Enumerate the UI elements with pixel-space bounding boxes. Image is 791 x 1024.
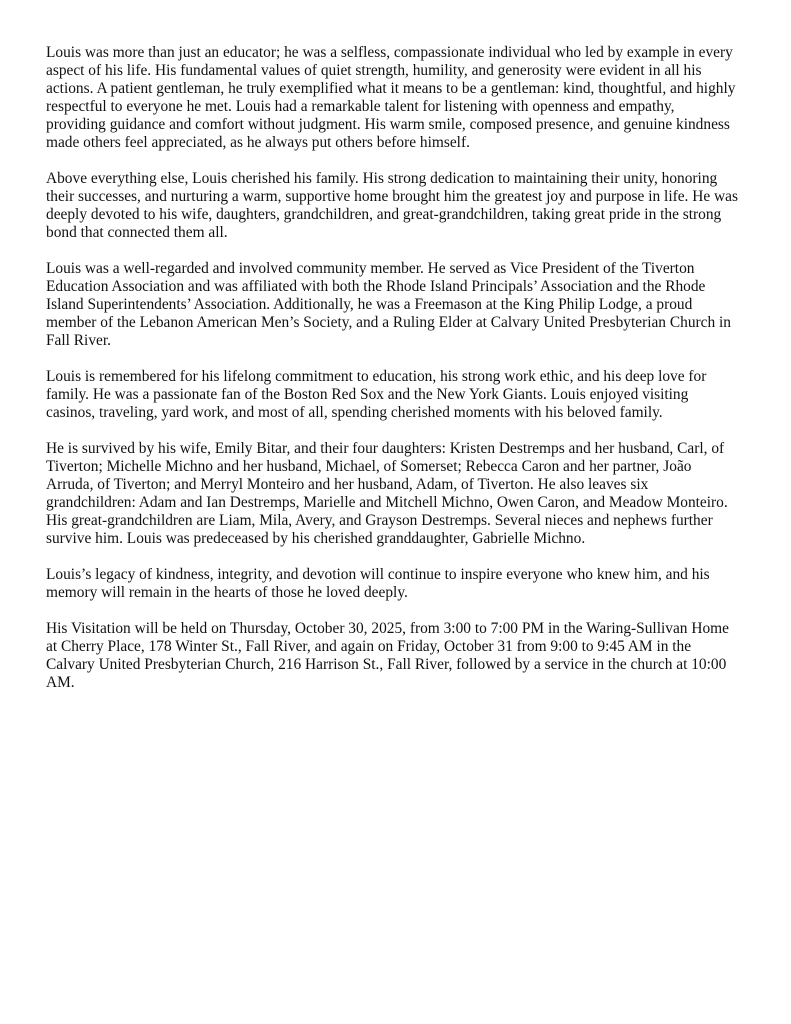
paragraph-interests <box>46 368 756 422</box>
text-line: made others feel appreciated, as he always put others before himself. <box>46 134 470 151</box>
text-line: His Visitation will be held on Thursday, October 30, 2025, from 3:00 to 7:00 PM in the Waring-Sullivan Home <box>46 620 729 637</box>
text-line: Above everything else, Louis cherished his family. His strong dedication to maintaining their unity, honoring <box>46 170 718 187</box>
text-line: Louis’s legacy of kindness, integrity, and devotion will continue to inspire everyone who knew him, and his <box>46 566 710 583</box>
text-line: family. He was a passionate fan of the Boston Red Sox and the New York Giants. Louis enjoyed visiting <box>46 386 689 403</box>
text-line: Louis was a well-regarded and involved community member. He served as Vice President of the Tiverton <box>46 260 695 277</box>
document-page <box>46 44 756 710</box>
text-line: His great-grandchildren are Liam, Mila, Avery, and Grayson Destremps. Several nieces and nephews further <box>46 512 713 529</box>
text-line: deeply devoted to his wife, daughters, grandchildren, and great-grandchildren, taking great pride in the strong <box>46 206 722 223</box>
text-line: Louis is remembered for his lifelong commitment to education, his strong work ethic, and his deep love for <box>46 368 707 385</box>
text-line: casinos, traveling, yard work, and most of all, spending cherished moments with his beloved family. <box>46 404 663 421</box>
paragraph-visitation <box>46 620 756 692</box>
paragraph-legacy <box>46 566 756 602</box>
text-line: actions. A patient gentleman, he truly exemplified what it means to be a gentleman: kind, thoughtful, and highly <box>46 80 736 97</box>
text-line: their successes, and nurturing a warm, supportive home brought him the greatest joy and purpose in life. He was <box>46 188 738 205</box>
text-line: He is survived by his wife, Emily Bitar, and their four daughters: Kristen Destremps and her husband, Carl, of <box>46 440 725 457</box>
text-line: memory will remain in the hearts of those he loved deeply. <box>46 584 408 601</box>
text-line: Education Association and was affiliated with both the Rhode Island Principals’ Association and the Rhode <box>46 278 706 295</box>
text-line: Island Superintendents’ Association. Additionally, he was a Freemason at the King Philip Lodge, a proud <box>46 296 693 313</box>
text-line: survive him. Louis was predeceased by his cherished granddaughter, Gabrielle Michno. <box>46 530 586 547</box>
text-line: bond that connected them all. <box>46 224 228 241</box>
text-line: Tiverton; Michelle Michno and her husband, Michael, of Somerset; Rebecca Caron and her partner, João <box>46 458 692 475</box>
text-line: Louis was more than just an educator; he was a selfless, compassionate individual who led by example in every <box>46 44 733 61</box>
paragraph-family <box>46 170 756 242</box>
paragraph-community <box>46 260 756 350</box>
paragraph-character <box>46 44 756 152</box>
text-line: member of the Lebanon American Men’s Society, and a Ruling Elder at Calvary United Presbyterian Church in <box>46 314 731 331</box>
text-line: providing guidance and comfort without judgment. His warm smile, composed presence, and genuine kindness <box>46 116 730 133</box>
paragraph-survivors <box>46 440 756 548</box>
text-line: aspect of his life. His fundamental values of quiet strength, humility, and generosity were evident in all his <box>46 62 702 79</box>
text-line: at Cherry Place, 178 Winter St., Fall River, and again on Friday, October 31 from 9:00 to 9:45 AM in the <box>46 638 692 655</box>
text-line: respectful to everyone he met. Louis had a remarkable talent for listening with openness and empathy, <box>46 98 675 115</box>
text-line: Fall River. <box>46 332 111 349</box>
text-line: Arruda, of Tiverton; and Merryl Monteiro and her husband, Adam, of Tiverton. He also leaves six <box>46 476 649 493</box>
text-line: AM. <box>46 674 75 691</box>
text-line: grandchildren: Adam and Ian Destremps, Marielle and Mitchell Michno, Owen Caron, and Meadow Monteiro. <box>46 494 728 511</box>
text-line: Calvary United Presbyterian Church, 216 Harrison St., Fall River, followed by a service in the church at 10:00 <box>46 656 727 673</box>
